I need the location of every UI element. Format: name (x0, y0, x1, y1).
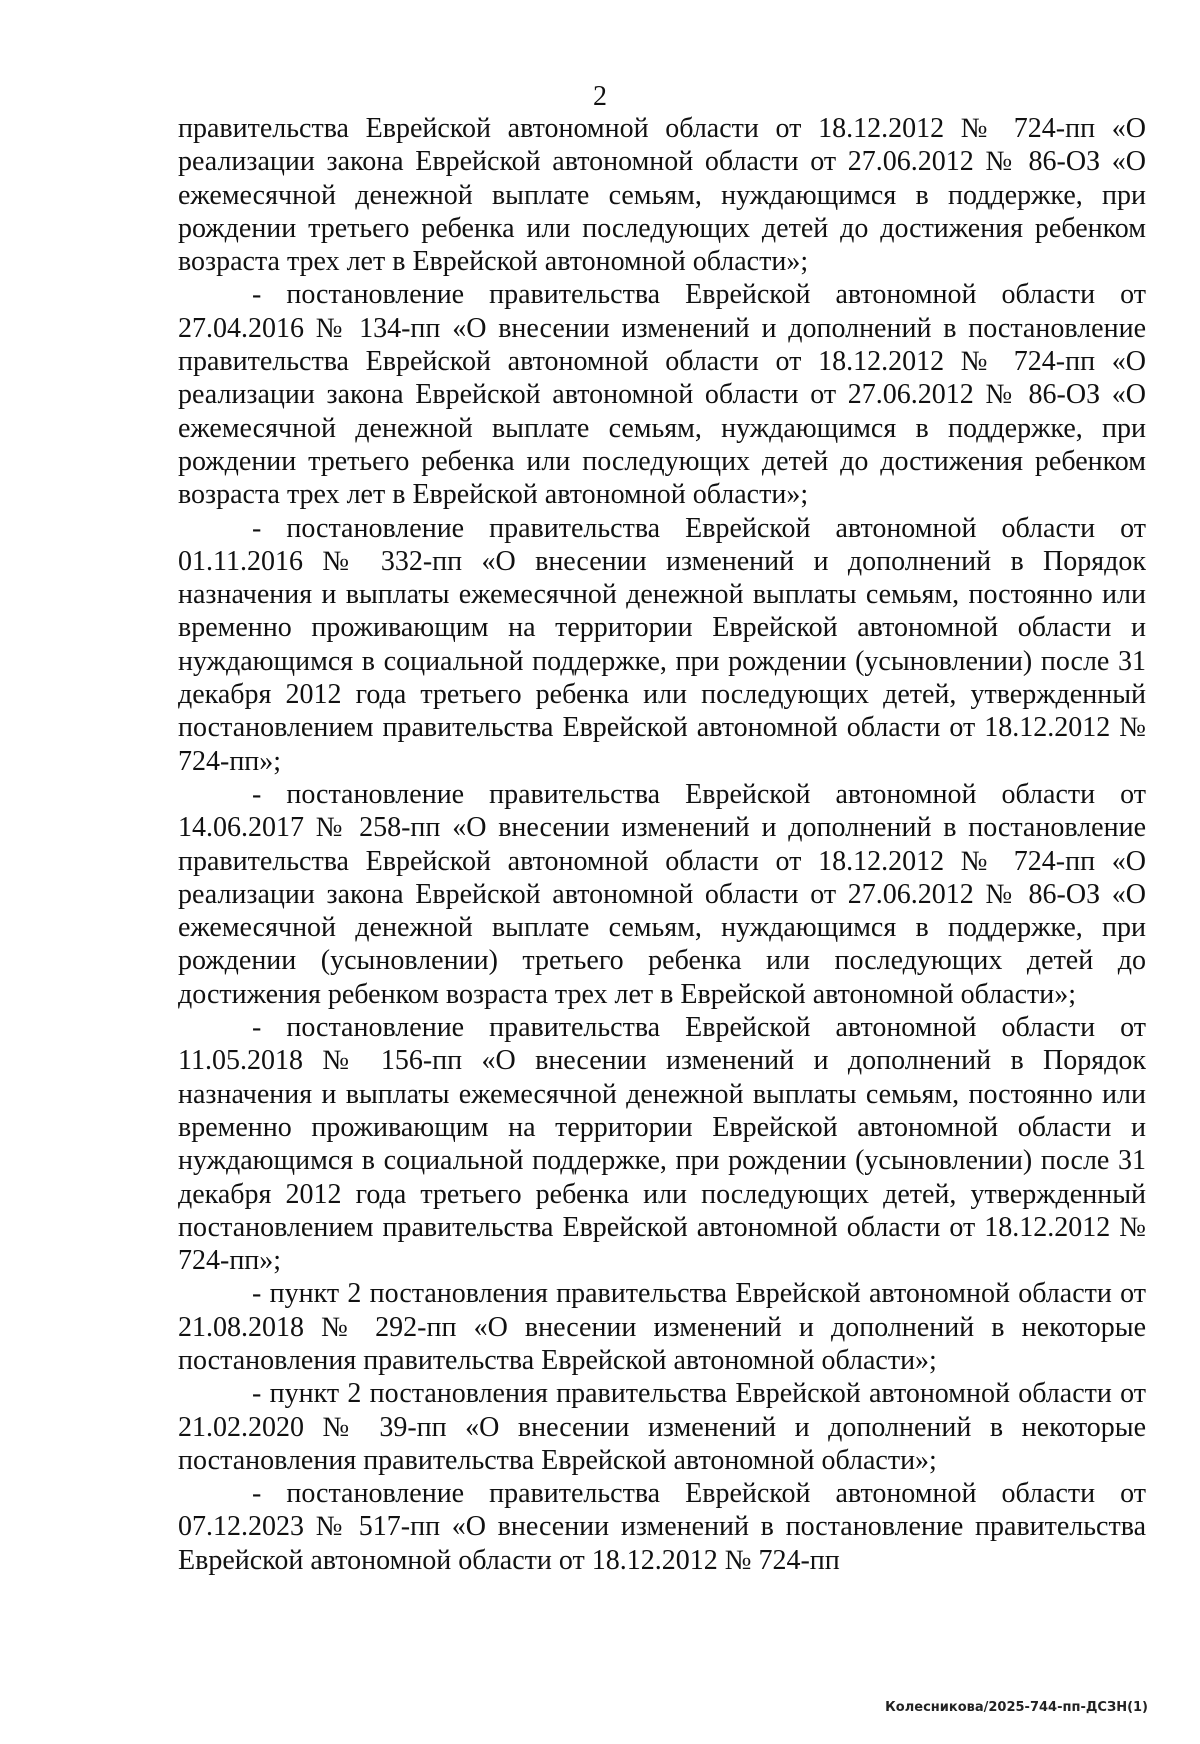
paragraph: - постановление правительства Еврейской автономной области от 14.06.2017 № 258-пп «О внесении изменений и дополнений в постановление правительства Еврейской автономной области от 18.12.2012 № 724-пп «О реализации закона Еврейской автономной области от 27.06.2012 № 86-ОЗ «О ежемесячной денежной выплате семьям, нуждающимся в поддержке, при рождении (усыновлении) третьего ребенка или последующих детей до достижения ребенком возраста трех лет в Еврейской автономной области»; (178, 778, 1146, 1010)
paragraph: - пункт 2 постановления правительства Еврейской автономной области от 21.02.2020 № 39-пп «О внесении изменений и дополнений в некоторые постановления правительства Еврейской автономной области»; (178, 1378, 1146, 1476)
paragraph: - постановление правительства Еврейской автономной области от 11.05.2018 № 156-пп «О внесении изменений и дополнений в Порядок назначения и выплаты ежемесячной денежной выплаты семьям, постоянно или временно проживающим на территории Еврейской автономной области и нуждающимся в социальной поддержке, при рождении (усыновлении) после 31 декабря 2012 года третьего ребенка или последующих детей, утвержденный постановлением правительства Еврейской автономной области от 18.12.2012 № 724-пп»; (178, 1012, 1146, 1277)
document-body (178, 112, 1146, 1577)
paragraph: - пункт 2 постановления правительства Еврейской автономной области от 21.08.2018 № 292-пп «О внесении изменений и дополнений в некоторые постановления правительства Еврейской автономной области»; (178, 1278, 1146, 1376)
document-footer-code: Колесникова/2025-744-пп-ДСЗН(1) (885, 1700, 1148, 1715)
paragraph: - постановление правительства Еврейской автономной области от 01.11.2016 № 332-пп «О внесении изменений и дополнений в Порядок назначения и выплаты ежемесячной денежной выплаты семьям, постоянно или временно проживающим на территории Еврейской автономной области и нуждающимся в социальной поддержке, при рождении (усыновлении) после 31 декабря 2012 года третьего ребенка или последующих детей, утвержденный постановлением правительства Еврейской автономной области от 18.12.2012 № 724-пп»; (178, 512, 1146, 777)
paragraph: - постановление правительства Еврейской автономной области от 27.04.2016 № 134-пп «О внесении изменений и дополнений в постановление правительства Еврейской автономной области от 18.12.2012 № 724-пп «О реализации закона Еврейской автономной области от 27.06.2012 № 86-ОЗ «О ежемесячной денежной выплате семьям, нуждающимся в поддержке, при рождении третьего ребенка или последующих детей до достижения ребенком возраста трех лет в Еврейской автономной области»; (178, 279, 1146, 511)
page-number: 2 (593, 81, 607, 112)
paragraph: правительства Еврейской автономной области от 18.12.2012 № 724-пп «О реализации закона Еврейской автономной области от 27.06.2012 № 86-ОЗ «О ежемесячной денежной выплате семьям, нуждающимся в поддержке, при рождении третьего ребенка или последующих детей до достижения ребенком возраста трех лет в Еврейской автономной области»; (178, 113, 1146, 278)
paragraph: - постановление правительства Еврейской автономной области от 07.12.2023 № 517-пп «О внесении изменений в постановление правительства Еврейской автономной области от 18.12.2012 № 724-пп (178, 1478, 1146, 1576)
